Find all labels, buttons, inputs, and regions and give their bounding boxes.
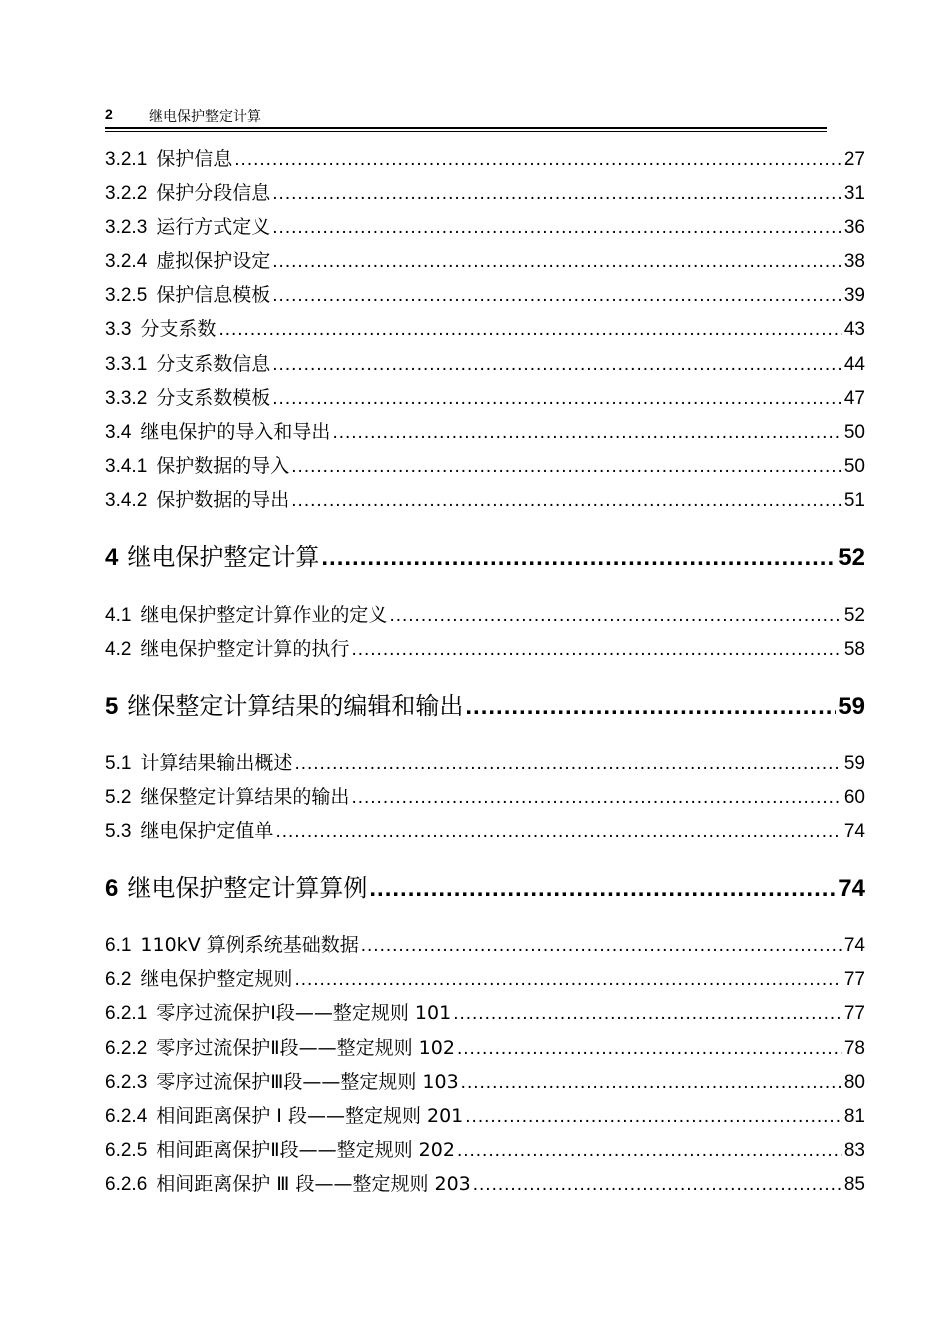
- toc-entry-number: 6: [105, 875, 119, 902]
- toc-dot-leader: [351, 785, 841, 810]
- toc-entry-title: 计算结果输出概述: [140, 752, 293, 774]
- toc-entry-title: 继电保护整定计算作业的定义: [140, 604, 388, 626]
- toc-dot-leader: [272, 386, 842, 411]
- toc-entry-number: 3.2.1: [105, 149, 148, 170]
- toc-entry-page-number: 44: [843, 354, 865, 375]
- toc-entry-number: 4.2: [105, 639, 132, 660]
- toc-entry-title: 分支系数信息: [156, 353, 271, 375]
- toc-entry[interactable]: [105, 248, 865, 274]
- toc-dot-leader: [272, 181, 842, 206]
- toc-entry[interactable]: [105, 316, 865, 342]
- toc-entry-page-number: 38: [843, 251, 865, 272]
- toc-dot-leader: [461, 1070, 842, 1095]
- toc-entry-number: 6.2.2: [105, 1038, 148, 1059]
- toc-entry-title: 虚拟保护设定: [156, 250, 271, 272]
- toc-entry[interactable]: [105, 282, 865, 308]
- toc-entry[interactable]: [105, 966, 865, 992]
- toc-entry-number: 3.2.2: [105, 183, 148, 204]
- toc-entry-number: 5.1: [105, 753, 132, 774]
- toc-entry-page-number: 81: [843, 1106, 865, 1127]
- toc-dot-leader: [294, 751, 841, 776]
- toc-entry-title: 继电保护整定计算算例: [127, 874, 368, 902]
- toc-entry-page-number: 50: [843, 456, 865, 477]
- toc-dot-leader: [453, 1001, 842, 1026]
- toc-entry-number: 4.1: [105, 605, 132, 626]
- toc-entry[interactable]: [105, 1035, 865, 1061]
- toc-dot-leader: [321, 542, 836, 573]
- toc-entry-title: 继电保护整定规则: [140, 968, 293, 990]
- toc-entry-number: 3.3.2: [105, 388, 148, 409]
- toc-dot-leader: [389, 603, 841, 628]
- toc-entry-number: 6.2.5: [105, 1140, 148, 1161]
- toc-dot-leader: [369, 873, 836, 904]
- toc-entry-number: 6.2: [105, 969, 132, 990]
- toc-entry[interactable]: [105, 932, 865, 958]
- toc-entry-page-number: 58: [843, 639, 865, 660]
- toc-entry-page-number: 77: [843, 1003, 865, 1024]
- toc-entry-page-number: 83: [843, 1140, 865, 1161]
- toc-entry[interactable]: [105, 1171, 865, 1197]
- toc-entry-page-number: 59: [843, 753, 865, 774]
- toc-entry-number: 5: [105, 693, 119, 720]
- toc-entry-title: 分支系数模板: [156, 387, 271, 409]
- toc-entry-title: 保护信息: [156, 148, 233, 170]
- toc-entry[interactable]: [105, 1069, 865, 1095]
- toc-entry-number: 3.3.1: [105, 354, 148, 375]
- toc-entry-number: 5.3: [105, 821, 132, 842]
- header-book-title: 继电保护整定计算: [149, 109, 261, 125]
- toc-entry[interactable]: [105, 180, 865, 206]
- toc-chapter-entry[interactable]: [105, 872, 865, 904]
- toc-entry[interactable]: [105, 385, 865, 411]
- toc-entry-title: 保护分段信息: [156, 182, 271, 204]
- toc-entry[interactable]: [105, 784, 865, 810]
- toc-entry[interactable]: [105, 419, 865, 445]
- toc-entry-title: 继电保护的导入和导出: [140, 421, 331, 443]
- toc-dot-leader: [275, 819, 841, 844]
- toc-dot-leader: [457, 1036, 842, 1061]
- toc-entry[interactable]: [105, 453, 865, 479]
- toc-entry-title: 相间距离保护 Ⅲ 段——整定规则 203: [156, 1173, 471, 1195]
- toc-entry-title: 继电保护整定计算: [127, 543, 320, 571]
- toc-entry-number: 6.2.3: [105, 1072, 148, 1093]
- toc-entry-page-number: 27: [843, 149, 865, 170]
- header-page-number: 2: [105, 106, 113, 122]
- toc-entry[interactable]: [105, 602, 865, 628]
- toc-entry-page-number: 31: [843, 183, 865, 204]
- toc-entry-page-number: 47: [843, 388, 865, 409]
- toc-entry[interactable]: [105, 1000, 865, 1026]
- toc-dot-leader: [465, 1104, 842, 1129]
- toc-entry-title: 继保整定计算结果的输出: [140, 786, 350, 808]
- toc-entry-number: 4: [105, 544, 119, 571]
- toc-entry-page-number: 77: [843, 969, 865, 990]
- toc-entry[interactable]: [105, 818, 865, 844]
- running-header: [105, 104, 827, 126]
- toc-dot-leader: [294, 967, 841, 992]
- toc-entry[interactable]: [105, 146, 865, 172]
- toc-entry-page-number: 74: [843, 821, 865, 842]
- toc-entry-title: 相间距离保护Ⅱ段——整定规则 202: [156, 1139, 455, 1161]
- toc-entry-page-number: 60: [843, 787, 865, 808]
- toc-entry-title: 零序过流保护Ⅱ段——整定规则 102: [156, 1037, 455, 1059]
- toc-entry-page-number: 74: [843, 935, 865, 956]
- toc-entry-title: 运行方式定义: [156, 216, 271, 238]
- toc-entry-page-number: 51: [843, 490, 865, 511]
- toc-entry-number: 6.2.4: [105, 1106, 148, 1127]
- toc-entry-page-number: 85: [843, 1174, 865, 1195]
- toc-dot-leader: [272, 249, 842, 274]
- toc-entry-number: 3.4.2: [105, 490, 148, 511]
- toc-entry-number: 3.2.5: [105, 285, 148, 306]
- toc-entry[interactable]: [105, 750, 865, 776]
- toc-entry[interactable]: [105, 1103, 865, 1129]
- toc-entry-title: 继电保护整定计算的执行: [140, 638, 350, 660]
- toc-dot-leader: [272, 352, 842, 377]
- toc-dot-leader: [272, 215, 842, 240]
- toc-entry-title: 保护数据的导出: [156, 489, 290, 511]
- toc-dot-leader: [351, 637, 841, 662]
- toc-entry-page-number: 43: [843, 319, 865, 340]
- toc-entry-number: 6.2.1: [105, 1003, 148, 1024]
- toc-entry-title: 零序过流保护Ⅰ段——整定规则 101: [156, 1002, 452, 1024]
- toc-entry-page-number: 80: [843, 1072, 865, 1093]
- toc-dot-leader: [473, 1172, 842, 1197]
- toc-entry-page-number: 59: [838, 693, 865, 720]
- toc-entry-number: 6.2.6: [105, 1174, 148, 1195]
- toc-entry[interactable]: [105, 636, 865, 662]
- toc-entry-page-number: 78: [843, 1038, 865, 1059]
- toc-dot-leader: [332, 420, 841, 445]
- toc-dot-leader: [234, 147, 842, 172]
- toc-entry-title: 继保整定计算结果的编辑和输出: [127, 692, 464, 720]
- toc-dot-leader: [272, 283, 842, 308]
- toc-dot-leader: [291, 454, 842, 479]
- toc-entry-number: 5.2: [105, 787, 132, 808]
- toc-entry-number: 6.1: [105, 935, 132, 956]
- toc-entry-title: 继电保护定值单: [140, 820, 274, 842]
- toc-entry[interactable]: [105, 487, 865, 513]
- toc-entry-page-number: 50: [843, 422, 865, 443]
- toc-entry-page-number: 52: [843, 605, 865, 626]
- toc-entry-number: 3.2.3: [105, 217, 148, 238]
- toc-entry-number: 3.2.4: [105, 251, 148, 272]
- toc-entry-title: 零序过流保护Ⅲ段——整定规则 103: [156, 1071, 459, 1093]
- toc-entry-page-number: 52: [838, 544, 865, 571]
- toc-entry[interactable]: [105, 351, 865, 377]
- toc-dot-leader: [361, 933, 842, 958]
- toc-dot-leader: [457, 1138, 842, 1163]
- toc-chapter-entry[interactable]: [105, 541, 865, 573]
- toc-entry-number: 3.3: [105, 319, 132, 340]
- toc-entry[interactable]: [105, 1137, 865, 1163]
- toc-entry-title: 分支系数: [140, 318, 217, 340]
- toc-entry-title: 保护数据的导入: [156, 455, 290, 477]
- toc-entry-page-number: 39: [843, 285, 865, 306]
- toc-entry[interactable]: [105, 214, 865, 240]
- toc-dot-leader: [291, 488, 842, 513]
- toc-entry-page-number: 36: [843, 217, 865, 238]
- toc-entry-page-number: 74: [838, 875, 865, 902]
- toc-entry-title: 相间距离保护 Ⅰ 段——整定规则 201: [156, 1105, 464, 1127]
- header-rule-thin: [105, 131, 827, 132]
- toc-chapter-entry[interactable]: [105, 690, 865, 722]
- toc-entry-number: 3.4.1: [105, 456, 148, 477]
- toc-dot-leader: [465, 691, 836, 722]
- toc-entry-number: 3.4: [105, 422, 132, 443]
- toc-entry-title: 110kV 算例系统基础数据: [140, 934, 359, 956]
- header-rule-thick: [105, 127, 827, 129]
- toc-entry-title: 保护信息模板: [156, 284, 271, 306]
- toc-dot-leader: [218, 317, 841, 342]
